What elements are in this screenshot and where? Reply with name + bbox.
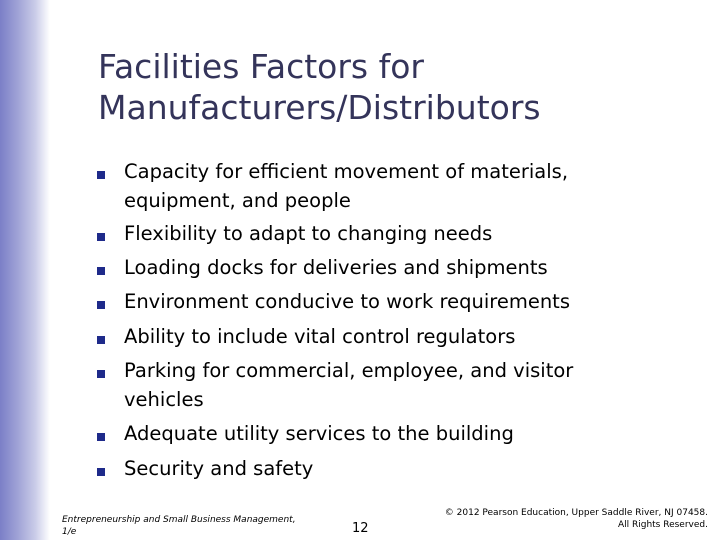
footer-book-title-line-1: Entrepreneurship and Small Business Management,: [62, 515, 296, 525]
bullet-text-line: Flexibility to adapt to changing needs: [124, 222, 493, 245]
footer-copyright-line-2: All Rights Reserved.: [617, 520, 708, 530]
bullet-text-line: Adequate utility services to the building: [124, 422, 514, 445]
square-bullet-icon: [97, 301, 105, 309]
bullet-text-line: Security and safety: [124, 457, 314, 480]
slide-title: [98, 46, 698, 128]
slide-title-line-2: Manufacturers/Distributors: [98, 88, 541, 127]
bullet-text: [124, 157, 624, 215]
bullet-text: [124, 219, 624, 248]
square-bullet-icon: [97, 233, 105, 241]
square-bullet-icon: [97, 336, 105, 344]
footer-copyright: [445, 507, 708, 531]
bullet-text-line: Loading docks for deliveries and shipments: [124, 256, 548, 279]
bullet-text-line: Ability to include vital control regulators: [124, 325, 516, 348]
slide-title-line-1: Facilities Factors for: [98, 47, 424, 86]
bullet-text: [124, 454, 624, 483]
bullet-text-line: Environment conducive to work requirements: [124, 290, 570, 313]
square-bullet-icon: [97, 370, 105, 378]
square-bullet-icon: [97, 171, 105, 179]
square-bullet-icon: [97, 468, 105, 476]
square-bullet-icon: [97, 267, 105, 275]
bullet-text-line: vehicles: [124, 388, 204, 411]
square-bullet-icon: [97, 433, 105, 441]
footer-book-title: [62, 514, 296, 538]
footer-book-title-line-2: 1/e: [62, 527, 77, 537]
decorative-side-band: [0, 0, 50, 540]
bullet-text: [124, 356, 624, 414]
bullet-text-line: Capacity for efficient movement of materials,: [124, 160, 569, 183]
bullet-text: [124, 287, 624, 316]
bullet-text-line: equipment, and people: [124, 189, 351, 212]
bullet-text: [124, 322, 624, 351]
footer-copyright-line-1: © 2012 Pearson Education, Upper Saddle River, NJ 07458.: [444, 508, 708, 518]
bullet-text: [124, 419, 624, 448]
bullet-text-line: Parking for commercial, employee, and visitor: [124, 359, 574, 382]
page-number: 12: [352, 521, 369, 536]
bullet-text: [124, 253, 624, 282]
